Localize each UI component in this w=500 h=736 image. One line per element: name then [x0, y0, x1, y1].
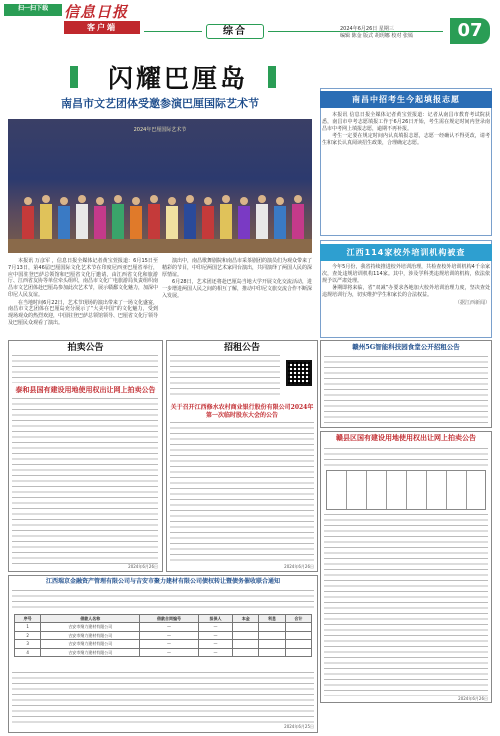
table-cell: [233, 648, 259, 656]
issue-date: 2024年6月26日 星期三: [340, 26, 394, 32]
column-header: 合计: [285, 615, 311, 623]
table-cell: [285, 623, 311, 631]
meeting-notice-body: [170, 422, 314, 564]
paragraph: 考生一定要在规定时间内认真填报志愿，志愿一经确认不得更改，请考生和家长认真阅读招生政策，合理确定志愿。: [322, 133, 490, 146]
debt-table: [14, 614, 312, 657]
table-cell: 2: [15, 631, 41, 639]
auction-title: 泰和县国有建设用地使用权出让网上拍卖公告: [15, 386, 156, 394]
invite-header: 招租公告: [223, 343, 260, 353]
section-label: 综合: [206, 24, 264, 39]
photo-stage-banner: 2024年巴厘国际艺术节: [133, 127, 187, 133]
divider: [4, 14, 62, 16]
auction-header: 拍卖公告: [67, 343, 104, 353]
table-row: [15, 623, 312, 631]
table-cell: 吉安市聚力建材有限公司: [41, 623, 140, 631]
table-cell: 1: [15, 623, 41, 631]
main-article-col2: [162, 258, 312, 301]
table-cell: [233, 631, 259, 639]
paragraph: 今年5月份，我省持续推进校外培训治理，共检查校外培训机构4千余家次，查处违规培训机构114家。其中，涉及学科类违规培训的机构，依法依规予以严肃处理。: [322, 264, 490, 284]
table-cell: 吉安市聚力建材有限公司: [41, 648, 140, 656]
auction-notice-body: [12, 398, 158, 564]
newspaper-logo: 信息日报: [64, 3, 129, 21]
side-story-frame: [320, 88, 492, 236]
table-cell: —: [140, 623, 199, 631]
auction-notice-body: [12, 355, 158, 383]
recruit-title: 赣州5G智能科技园食堂公开招租公告: [352, 343, 460, 351]
main-photo: [8, 119, 312, 253]
table-cell: —: [198, 640, 232, 648]
land-title: 赣县区国有建设用地使用权出让网上拍卖公告: [336, 434, 476, 442]
scan-download-tab[interactable]: 扫一扫下载: [4, 4, 62, 14]
table-cell: —: [140, 648, 199, 656]
debt-notice-body: [12, 590, 314, 610]
column-header: 本金: [233, 615, 259, 623]
masthead: [0, 0, 500, 50]
table-row: [15, 631, 312, 639]
column-header: 借款人名称: [41, 615, 140, 623]
table-cell: 吉安市聚力建材有限公司: [41, 631, 140, 639]
invite-notice-body: [170, 355, 280, 399]
land-notice-body: [324, 514, 488, 696]
table-cell: —: [198, 631, 232, 639]
table-cell: —: [198, 648, 232, 656]
table-cell: [233, 623, 259, 631]
paragraph: 在当地时间6月22日，艺术节现场的演出带来了一场文化盛宴，南昌市文艺团体在巴厘岛充分展示了“大美中国”的文化魅力，受到现场观众的热烈欢迎，中国驻登巴萨总领馆领导、巴厘省文化厅领导及巴厘民众观看了演出。: [8, 299, 159, 326]
paragraph: 演出中，南昌歌舞剧院和南昌市采茶剧团的演员们为观众带来了精彩的节目，中印尼两国艺术家同台演出，共同演绎了两国人民的深厚情谊。: [162, 258, 313, 278]
table-cell: —: [198, 623, 232, 631]
divider: [144, 31, 202, 32]
table-cell: —: [140, 631, 199, 639]
table-cell: [285, 640, 311, 648]
side-story-body: [322, 264, 490, 307]
qr-code-icon[interactable]: [286, 360, 312, 386]
table-header-row: [15, 615, 312, 623]
column-header: 利息: [259, 615, 285, 623]
column-header: 序号: [15, 615, 41, 623]
land-date: 2024年6月26日: [458, 696, 488, 701]
column-header: 借款合同编号: [140, 615, 199, 623]
client-tab[interactable]: 客户端: [64, 21, 140, 34]
paragraph: 6月28日，艺术团还将赴巴厘岛当地大学开展文化交流活动，进一步增进两国人民之间的相互了解，推动中印尼文旅交流合作不断深入发展。: [162, 279, 313, 299]
debt-notice-body: [12, 672, 314, 724]
main-headline: 闪耀巴厘岛: [107, 64, 248, 93]
paragraph: 暑期即将来临，省“双减”办要求各地加大校外培训治理力度，坚决查处违规培训行为，切实维护学生和家长的合法权益。: [322, 285, 490, 298]
debt-date: 2024年6月25日: [284, 724, 314, 729]
table-cell: 吉安市聚力建材有限公司: [41, 640, 140, 648]
paragraph: 本报讯 信息日报全媒体记者黄宝萱报道：记者从南昌市教育考试院获悉，南昌市中考志愿填报工作于6月26日开始，考生需在规定时间内登录南昌市中考网上填报志愿，逾期不再补报。: [322, 112, 490, 132]
headline-accent: [70, 66, 78, 88]
article-source: （据江西新闻）: [454, 299, 490, 306]
performers-illustration: [8, 183, 312, 243]
editor-credits: 编辑 陈金 版式 胡玥娜 校对 张嫣: [340, 33, 413, 39]
column-header: 担保人: [198, 615, 232, 623]
table-cell: 3: [15, 640, 41, 648]
table-row: [15, 648, 312, 656]
table-cell: —: [140, 640, 199, 648]
table-cell: [259, 623, 285, 631]
side-story-title: 南昌中招考生今起填报志愿: [320, 91, 492, 108]
side-story-title: 江西114家校外培训机构被查: [320, 244, 492, 261]
page-number: 07: [450, 18, 490, 44]
meeting-title: 关于召开江西修水农村商业银行股份有限公司2024年第一次临时股东大会的公告: [170, 404, 314, 420]
table-cell: [285, 648, 311, 656]
land-notice-body: [324, 448, 488, 466]
stage-floor: [8, 239, 312, 253]
table-cell: 4: [15, 648, 41, 656]
table-cell: [259, 631, 285, 639]
main-article-col1: [8, 258, 158, 328]
auction-date: 2024年6月26日: [128, 564, 158, 569]
table-cell: [233, 640, 259, 648]
table-cell: [285, 631, 311, 639]
meeting-date: 2024年6月26日: [284, 564, 314, 569]
land-parcel-table: [326, 470, 486, 510]
table-cell: [259, 648, 285, 656]
side-story-body: [322, 112, 490, 148]
debt-title: 江西瑞京金融资产管理有限公司与吉安市聚力建材有限公司债权转让暨债务催收联合通知: [45, 578, 280, 585]
recruit-notice-body: [324, 356, 488, 424]
headline-accent: [268, 66, 276, 88]
table-row: [15, 640, 312, 648]
paragraph: 本报讯 万彦军 ，信息日报全媒体记者黄宝萱报道：6月15日至7月13日，第46届巴厘国际文化艺术节在印度尼西亚巴厘省举行，应中国驻登巴萨总领馆和巴厘省文化厅邀请，由江西省文化和旅游厅、江西省友协等单位牵头组织，南昌市文化广电旅游局负责组织南昌市文艺团体赴巴厘岛参加此次艺术节，展示赣鄱文化魅力，加深中印尼人民友谊。: [8, 258, 159, 298]
table-cell: [259, 640, 285, 648]
main-subhead: 南昌市文艺团体受邀参演巴厘国际艺术节: [61, 97, 259, 110]
